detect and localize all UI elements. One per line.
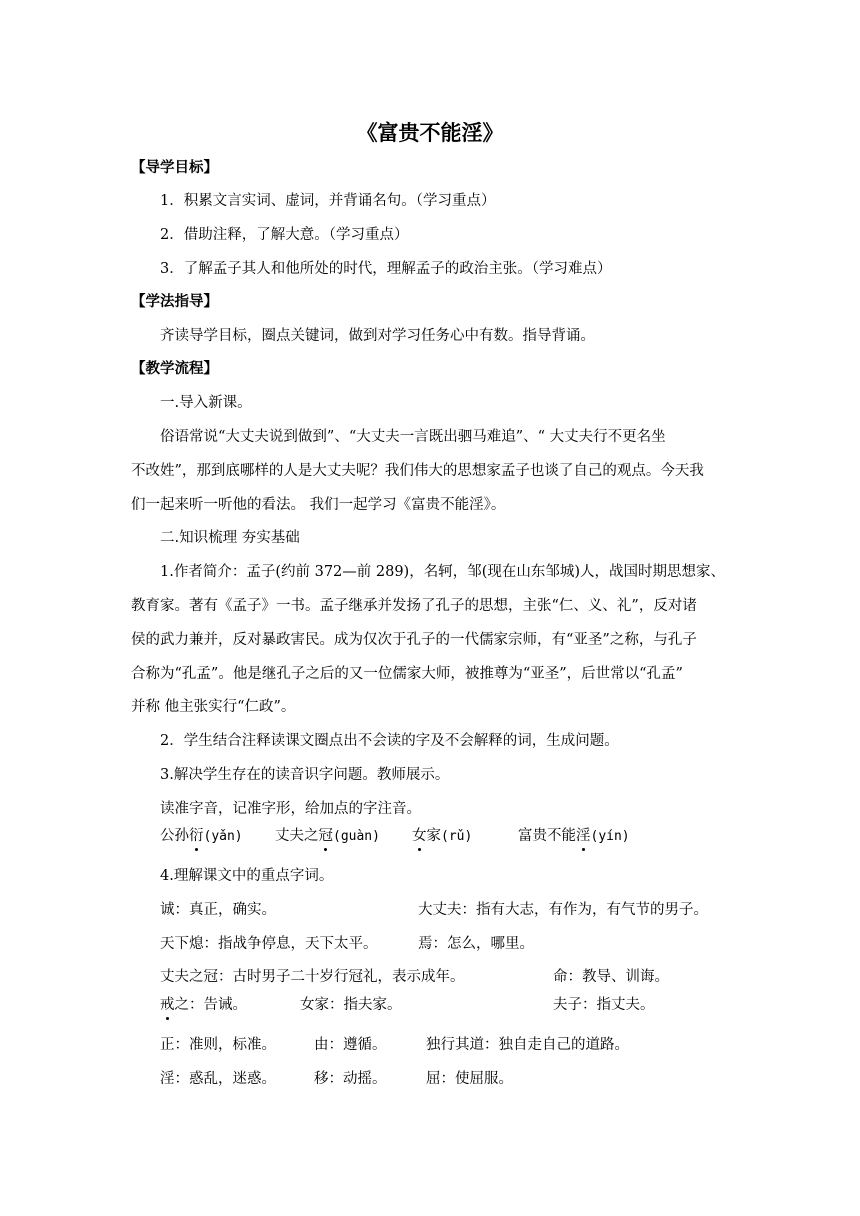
vocab-jiezhi: 戒之：告诫。 [160, 997, 247, 1013]
author-line-5: 并称 他主张实行“仁政”。 [131, 699, 296, 715]
goal-1: 1．积累文言实词、虚词，并背诵名句。（学习重点） [160, 193, 496, 209]
pronunciation-item-3: 女家(rǔ) [412, 828, 473, 844]
vocab-yi: 移：动摇。 [314, 1071, 387, 1087]
vocab-yan: 焉：怎么，哪里。 [418, 936, 534, 952]
vocab-nvjia: 女家：指夫家。 [300, 997, 402, 1013]
vocab-you: 由：遵循。 [314, 1037, 387, 1053]
vocab-yin: 淫：惑乱，迷惑。 [160, 1071, 276, 1087]
pronunciation-item-2: 丈夫之冠(guàn) [275, 828, 380, 844]
process-header: 【教学流程】 [131, 361, 218, 377]
item-2: 2．学生结合注释读课文圈点出不会读的字及不会解释的词，生成问题。 [160, 733, 619, 749]
author-line-4: 合称为“孔孟”。他是继孔子之后的又一位儒家大师，被推尊为“亚圣”，后世常以“孔孟” [131, 666, 683, 682]
vocab-dazhangfu: 大丈夫：指有大志，有作为，有气节的男子。 [418, 902, 708, 918]
intro-line-1: 俗语常说“大丈夫说到做到”、“大丈夫一言既出驷马难追”、“ 大丈夫行不更名坐 [160, 429, 666, 445]
author-line-2: 教育家。著有《孟子》一书。孟子继承并发扬了孔子的思想，主张“仁、义、礼”，反对诸 [131, 598, 697, 614]
vocab-cheng: 诚：真正，确实。 [160, 902, 276, 918]
method-text: 齐读导学目标，圈点关键词，做到对学习任务心中有数。指导背诵。 [160, 328, 595, 344]
vocab-zhangfuzhiguan: 丈夫之冠：古时男子二十岁行冠礼，表示成年。 [160, 969, 465, 985]
vocab-ming: 命：教导、训诲。 [553, 969, 669, 985]
method-header: 【学法指导】 [131, 294, 218, 310]
intro-line-2: 不改姓”，那到底哪样的人是大丈夫呢？我们伟大的思想家孟子也谈了自己的观点。今天我 [131, 463, 704, 479]
goals-header: 【导学目标】 [131, 160, 218, 176]
item-3: 3.解决学生存在的读音识字问题。教师展示。 [160, 767, 450, 783]
author-line-3: 侯的武力兼并，反对暴政害民。成为仅次于孔子的一代儒家宗师，有“亚圣”之称，与孔子 [131, 632, 697, 648]
step-2-heading: 二.知识梳理 夯实基础 [160, 530, 300, 546]
vocab-zheng: 正：准则，标准。 [160, 1037, 276, 1053]
step-1-heading: 一.导入新课。 [160, 395, 252, 411]
vocab-duxing: 独行其道：独自走自己的道路。 [426, 1037, 629, 1053]
document-title: 《富贵不能淫》 [356, 121, 504, 145]
vocab-qu: 屈：使屈服。 [426, 1071, 513, 1087]
pronunciation-item-1: 公孙衍(yǎn) [160, 828, 243, 844]
item-4: 4.理解课文中的重点字词。 [160, 868, 334, 884]
goal-2: 2．借助注释，了解大意。（学习重点） [160, 227, 409, 243]
goal-3: 3．了解孟子其人和他所处的时代，理解孟子的政治主张。（学习难点） [160, 261, 612, 277]
pronunciation-item-4: 富贵不能淫(yín) [518, 828, 630, 844]
intro-line-3: 们一起来听一听他的看法。 我们一起学习《富贵不能淫》。 [131, 497, 506, 513]
pronunciation-intro: 读准字音，记准字形，给加点的字注音。 [160, 801, 421, 817]
author-line-1: 1.作者简介：孟子(约前 372—前 289)，名轲，邹(现在山东邹城)人，战国时期思想家、 [160, 564, 726, 580]
vocab-tianxiaxi: 天下熄：指战争停息，天下太平。 [160, 936, 378, 952]
vocab-fuzi: 夫子：指丈夫。 [553, 997, 655, 1013]
